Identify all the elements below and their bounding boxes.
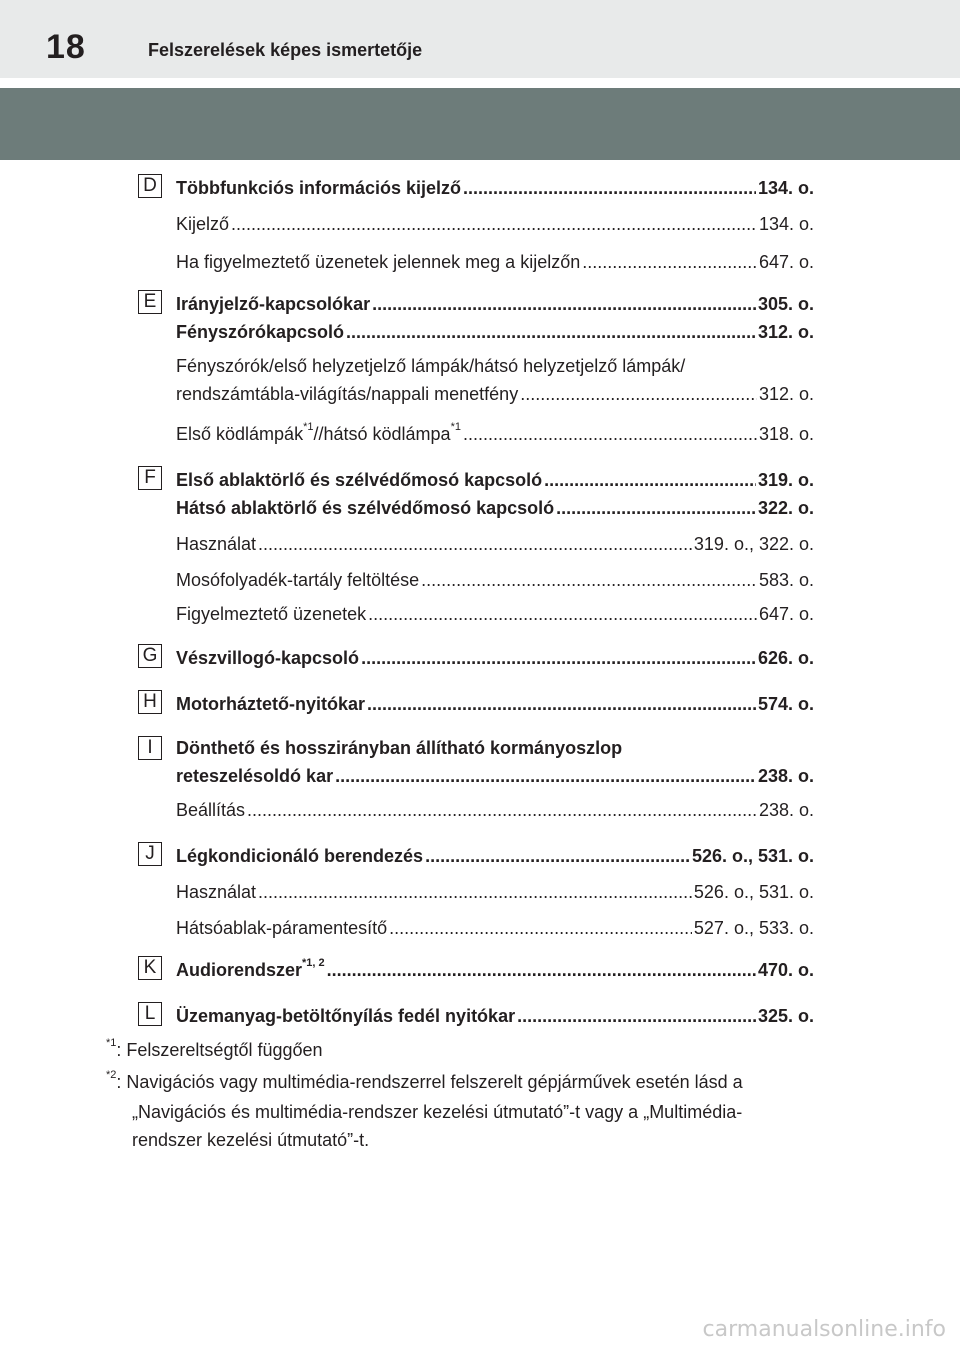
section-letter-f: F (138, 466, 162, 490)
toc-entry: Ha figyelmeztető üzenetek jelennek meg a kijelzőn ..... 647. o. (176, 252, 814, 273)
toc-entry: Fényszórókapcsoló ..... 312. o. (176, 322, 814, 343)
footnote-2-line-3: rendszer kezelési útmutató”-t. (132, 1130, 370, 1150)
page-number: 18 (46, 28, 86, 66)
toc-entry: Beállítás ..... 238. o. (176, 800, 814, 821)
toc-entry: Használat ..... 319. o., 322. o. (176, 534, 814, 555)
section-letter-e: E (138, 290, 162, 314)
toc-entry: Hátsó ablaktörlő és szélvédőmosó kapcsoló ..... 322. o. (176, 498, 814, 519)
header-bar (0, 0, 960, 78)
footnote-2: $^{*2}$: Navigációs vagy multimédia-rendszerrel felszerelt gépjárművek esetén lásd a (106, 1069, 743, 1092)
toc-entry: Többfunkciós információs kijelző ..... 134. o. (176, 178, 814, 199)
section-letter-j: J (138, 842, 162, 866)
section-letter-l: L (138, 1002, 162, 1026)
section-letter-d: D (138, 174, 162, 198)
section-letter-i: I (138, 736, 162, 760)
section-letter-h: H (138, 690, 162, 714)
toc-entry: Audiorendszer$^{*1, 2}$ ..... 470. o. (176, 960, 814, 981)
section-letter-k: K (138, 956, 162, 980)
toc-entry: Hátsóablak-páramentesítő ..... 527. o., 533. o. (176, 918, 814, 939)
toc-entry: Motorháztető-nyitókar ..... 574. o. (176, 694, 814, 715)
footnote-1: $^{*1}$: Felszereltségtől függően (106, 1037, 323, 1060)
toc-entry: Vészvillogó-kapcsoló ..... 626. o. (176, 648, 814, 669)
toc-entry: Használat ..... 526. o., 531. o. (176, 882, 814, 903)
footnote-2-line-2: „Navigációs és multimédia-rendszer kezelési útmutató”-t vagy a „Multimédia- (132, 1102, 743, 1122)
toc-text: Fényszórók/első helyzetjelző lámpák/hátsó helyzetjelző lámpák/ (176, 356, 686, 376)
header-band (0, 88, 960, 160)
toc-entry: Légkondicionáló berendezés ..... 526. o., 531. o. (176, 846, 814, 867)
toc-entry: reteszelésoldó kar ..... 238. o. (176, 766, 814, 787)
section-letter-g: G (138, 644, 162, 668)
toc-entry: Első ködlámpák$^{*1}$//hátsó ködlámpa$^{*1}$ ..... 318. o. (176, 424, 814, 445)
toc-entry: Figyelmeztető üzenetek ..... 647. o. (176, 604, 814, 625)
toc-entry: Kijelző ..... 134. o. (176, 214, 814, 235)
page-title: Felszerelések képes ismertetője (148, 40, 423, 60)
toc-entry: Irányjelző-kapcsolókar ..... 305. o. (176, 294, 814, 315)
toc-entry: Első ablaktörlő és szélvédőmosó kapcsoló ..... 319. o. (176, 470, 814, 491)
toc-text: Dönthető és hosszirányban állítható kormányoszlop (176, 738, 623, 758)
watermark: carmanualsonline.info (702, 1317, 946, 1342)
toc-entry: Mosófolyadék-tartály feltöltése ..... 583. o. (176, 570, 814, 591)
toc-entry: rendszámtábla-világítás/nappali menetfény ..... 312. o. (176, 384, 814, 405)
toc-entry: Üzemanyag-betöltőnyílás fedél nyitókar ..... 325. o. (176, 1006, 814, 1027)
